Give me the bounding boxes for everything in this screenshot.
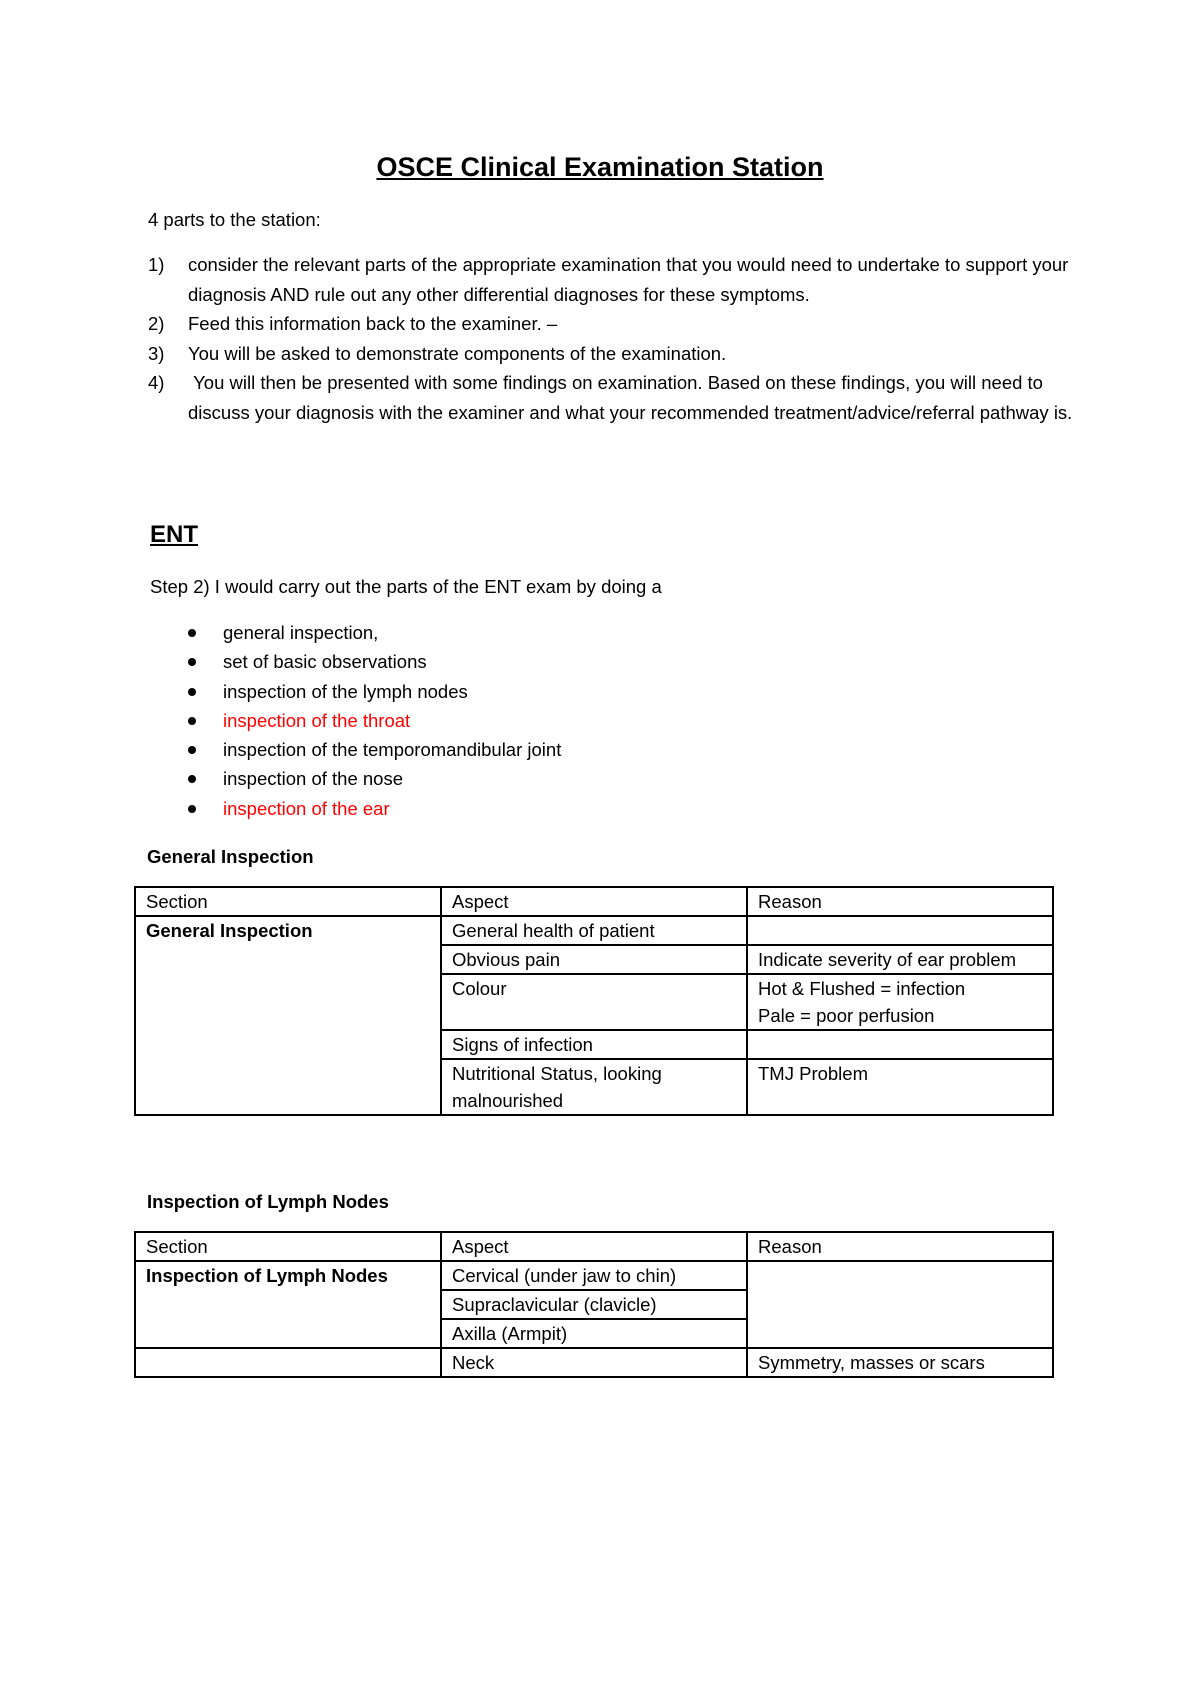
header-cell: Reason [747,887,1053,916]
aspect-cell: Obvious pain [441,945,747,974]
station-parts-list [148,250,1078,427]
reason-cell: Indicate severity of ear problem [747,945,1053,974]
list-item: inspection of the throat [188,706,561,735]
table-row [135,916,1053,945]
list-item: 4) You will then be presented with some findings on examination. Based on these findings, you will need to discuss your diagnosis with the examiner and what your recommended treatment/advice/referral pathway is. [148,372,1073,423]
page-title: OSCE Clinical Examination Station [376,152,824,182]
header-cell: Aspect [441,887,747,916]
table-row [135,1261,1053,1290]
aspect-cell: General health of patient [441,916,747,945]
list-item: inspection of the temporomandibular joint [188,735,561,764]
aspect-cell: Colour [441,974,747,1030]
reason-cell: Symmetry, masses or scars [747,1348,1053,1377]
lymph-nodes-heading: Inspection of Lymph Nodes [147,1191,389,1212]
ent-heading: ENT [150,521,198,548]
list-item: inspection of the ear [188,794,561,823]
reason-cell [747,1030,1053,1059]
list-item: set of basic observations [188,647,561,676]
aspect-cell: Axilla (Armpit) [441,1319,747,1348]
list-item: inspection of the nose [188,764,561,793]
list-item: general inspection, [188,618,561,647]
section-cell: Inspection of Lymph Nodes [135,1261,441,1348]
aspect-cell: Signs of infection [441,1030,747,1059]
general-inspection-heading: General Inspection [147,846,314,867]
aspect-cell: Supraclavicular (clavicle) [441,1290,747,1319]
ent-step-text: Step 2) I would carry out the parts of the ENT exam by doing a [150,576,662,597]
list-item: 1) consider the relevant parts of the appropriate examination that you would need to undertake to support your diagnosis AND rule out any other differential diagnoses for these symptoms. [148,254,1069,305]
ent-exam-list [188,618,561,823]
table-header-row [135,1232,1053,1261]
reason-cell: Hot & Flushed = infection Pale = poor perfusion [747,974,1053,1030]
list-item: 2) Feed this information back to the examiner. – [148,313,558,334]
header-cell: Section [135,1232,441,1261]
table-header-row [135,887,1053,916]
reason-cell [747,916,1053,945]
general-inspection-table [134,886,1054,1116]
reason-cell [747,1261,1053,1348]
intro-text: 4 parts to the station: [148,209,321,230]
section-cell [135,1348,441,1377]
list-item: inspection of the lymph nodes [188,677,561,706]
aspect-cell: Neck [441,1348,747,1377]
aspect-cell: Nutritional Status, looking malnourished [441,1059,747,1115]
section-cell: General Inspection [135,916,441,1115]
list-item: 3) You will be asked to demonstrate components of the examination. [148,342,727,364]
lymph-nodes-table [134,1231,1054,1378]
header-cell: Reason [747,1232,1053,1261]
header-cell: Aspect [441,1232,747,1261]
reason-cell: TMJ Problem [747,1059,1053,1115]
table-row [135,1348,1053,1377]
header-cell: Section [135,887,441,916]
aspect-cell: Cervical (under jaw to chin) [441,1261,747,1290]
